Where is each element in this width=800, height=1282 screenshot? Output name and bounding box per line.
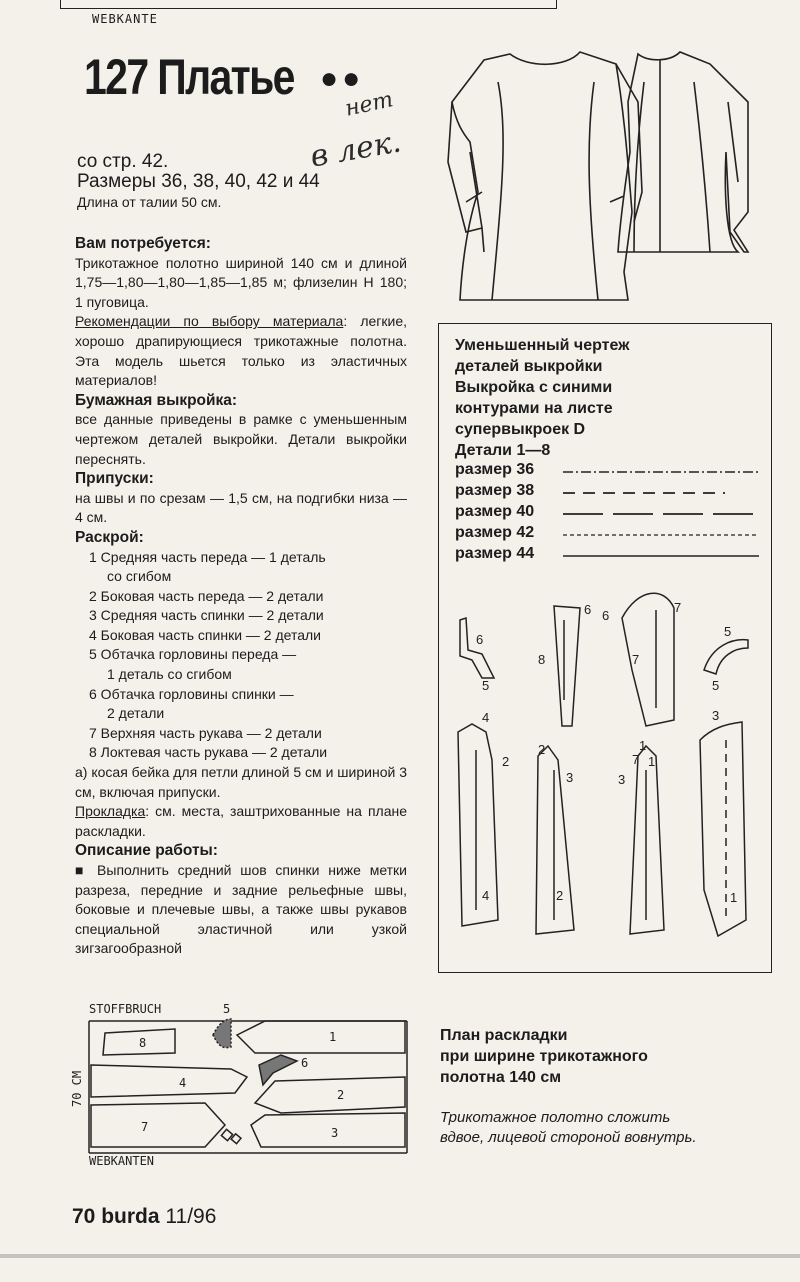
pattern-box-title-line: деталей выкройки <box>455 358 603 375</box>
layout-plan-title <box>440 1025 648 1088</box>
page-title: 127 Платье <box>84 49 294 105</box>
size-label: размер 38 <box>455 482 535 499</box>
cutting-item: 6 Обтачка горловины спинки — <box>89 685 294 702</box>
layout-piece-2 <box>255 1077 405 1113</box>
allowances-text: на швы и по срезам — 1,5 см, на подгибки низа — 4 см. <box>75 489 407 526</box>
piece-number: 5 <box>482 678 490 693</box>
width-label: 70 CM <box>70 1070 84 1107</box>
layout-title-line: при ширине трикотажного <box>440 1048 648 1065</box>
layout-title-line: План раскладки <box>440 1027 568 1044</box>
materials-text: Трикотажное полотно шириной 140 см и длиной 1,75—1,80—1,80—1,85—1,85 м; флизелин Н 180; 1 пуговица. <box>75 254 407 310</box>
piece-number: 6 <box>602 608 610 623</box>
interfacing-detail: : см. места, заштрихованные на плане раскладки. <box>75 803 407 839</box>
piece-number: 4 <box>482 888 490 903</box>
size-38-line <box>563 490 725 496</box>
instructions-column <box>75 234 407 959</box>
handwritten-note-1: нет <box>342 87 396 122</box>
recommendation-text: : легкие, хорошо драпирующиеся трикотажные полотна. Эта модель шьется только из эластичных материалов! <box>75 313 408 389</box>
cutting-item: со сгибом <box>107 568 172 585</box>
layout-note-line: вдвое, лицевой стороной вовнутрь. <box>440 1129 697 1146</box>
scan-edge-line <box>0 1254 800 1258</box>
page-footer <box>72 1205 216 1229</box>
cutting-item: 1 Средняя часть переда — 1 деталь <box>89 548 326 565</box>
piece-8 <box>538 602 591 726</box>
layout-piece-number: 7 <box>141 1120 149 1134</box>
piece-number: 7 <box>632 652 640 667</box>
piece-number: 7 <box>674 600 682 615</box>
work-text: ■ Выполнить средний шов спинки ниже метки разреза, передние и задние рельефные швы, боковые и плечевые швы, а также швы рукавов специальной эластичной или узкой зигзагообразной <box>75 862 407 957</box>
piece-1 <box>482 708 746 936</box>
difficulty-dots: ●● <box>320 62 365 95</box>
layout-piece-number: 2 <box>337 1088 345 1102</box>
piece-6-small <box>460 618 494 693</box>
cutting-item: 8 Локтевая часть рукава — 2 детали <box>89 744 328 761</box>
size-label: размер 40 <box>455 503 535 520</box>
layout-piece-number: 3 <box>331 1126 339 1140</box>
layout-piece-8 <box>103 1029 175 1055</box>
size-legend-row <box>455 524 775 544</box>
work-heading: Описание работы: <box>75 842 218 860</box>
layout-piece-number: 6 <box>301 1056 309 1070</box>
piece-number: 1 <box>639 738 647 753</box>
fold-label: STOFFBRUCH <box>89 1002 162 1016</box>
recommendation-label: Рекомендации по выбору материала <box>75 313 344 330</box>
layout-piece-5 <box>213 1002 231 1048</box>
piece-2 <box>618 738 664 934</box>
pattern-box-title <box>455 335 630 461</box>
size-label: размер 42 <box>455 524 535 541</box>
page-reference: со стр. 42. <box>77 151 169 172</box>
pattern-box-title-line: Выкройка с синими <box>455 379 613 396</box>
sizes-line: Размеры 36, 38, 40, 42 и 44 <box>77 171 320 192</box>
piece-number: 2 <box>502 754 510 769</box>
layout-piece-number: 5 <box>223 1002 231 1016</box>
piece-4 <box>536 742 574 934</box>
size-40-line <box>563 511 759 517</box>
piece-5-small <box>704 624 748 693</box>
dress-sketch <box>448 42 770 310</box>
selvedge-label: WEBKANTEN <box>89 1154 155 1168</box>
piece-number: 6 <box>584 602 592 617</box>
page-number: 70 <box>72 1205 96 1228</box>
piece-number: 3 <box>618 772 626 787</box>
layout-piece-number: 4 <box>179 1076 187 1090</box>
interfacing-text <box>75 802 407 841</box>
layout-note-line: Трикотажное полотно сложить <box>440 1109 671 1126</box>
material-recommendation <box>75 312 407 390</box>
piece-7 <box>602 593 681 726</box>
dress-front-illustration <box>448 52 642 300</box>
size-44-line <box>563 553 759 559</box>
interfacing-label: Прокладка <box>75 803 146 820</box>
pattern-box-title-line: супервыкроек D <box>455 421 586 438</box>
size-36-line <box>563 469 759 475</box>
cutting-item: 5 Обтачка горловины переда — <box>89 646 297 663</box>
piece-number: 6 <box>476 632 484 647</box>
selvedge-label-top: WEBKANTE <box>92 12 158 26</box>
size-legend-row <box>455 545 775 565</box>
cutting-item: 2 Боковая часть переда — 2 детали <box>89 587 324 604</box>
layout-piece-1 <box>237 1021 405 1053</box>
piece-number: 3 <box>566 770 574 785</box>
size-legend-row <box>455 503 775 523</box>
piece-number: 8 <box>538 652 546 667</box>
size-legend-row <box>455 461 775 481</box>
cutting-layout-plan <box>70 995 420 1175</box>
cutting-item: 3 Средняя часть спинки — 2 детали <box>89 607 324 624</box>
dress-back-illustration <box>618 52 748 252</box>
piece-number: 5 <box>724 624 732 639</box>
size-legend-row <box>455 482 775 502</box>
cutting-item: 2 детали <box>107 705 165 722</box>
handwritten-note-2: в лек. <box>307 124 404 175</box>
piece-number: 5 <box>712 678 720 693</box>
pattern-box-title-line: контурами на листе <box>455 400 613 417</box>
piece-number: 4 <box>482 710 490 725</box>
size-label: размер 44 <box>455 545 535 562</box>
pattern-pieces-drawing <box>442 590 768 966</box>
paper-pattern-heading: Бумажная выкройка: <box>75 391 238 409</box>
piece-number: 2 <box>538 742 546 757</box>
layout-plan-note <box>440 1108 697 1148</box>
magazine-brand: burda <box>101 1205 160 1228</box>
bias-binding-text: а) косая бейка для петли длиной 5 см и шириной 3 см, включая припуски. <box>75 764 407 800</box>
paper-pattern-text: все данные приведены в рамке с уменьшенным чертежом деталей выкройки. Детали выкройки переснять. <box>75 411 407 467</box>
size-42-line <box>563 532 759 538</box>
cutting-item: 1 деталь со сгибом <box>107 666 232 683</box>
top-selvedge-box <box>60 0 557 9</box>
cutting-heading: Раскрой: <box>75 528 144 546</box>
allowances-heading: Припуски: <box>75 470 154 488</box>
size-label: размер 36 <box>455 461 535 478</box>
magazine-issue: 11/96 <box>165 1205 217 1228</box>
layout-piece-4 <box>91 1065 247 1097</box>
layout-piece-number: 1 <box>329 1030 337 1044</box>
pattern-box-title-line: Уменьшенный чертеж <box>455 337 630 354</box>
piece-number: 7 <box>632 752 640 767</box>
piece-number: 3 <box>712 708 720 723</box>
layout-title-line: полотна 140 см <box>440 1069 562 1086</box>
cutting-item: 7 Верхняя часть рукава — 2 детали <box>89 724 322 741</box>
layout-piece-number: 8 <box>139 1036 147 1050</box>
materials-heading: Вам потребуется: <box>75 235 211 252</box>
length-line: Длина от талии 50 см. <box>77 194 222 210</box>
piece-number: 1 <box>730 890 738 905</box>
cutting-item: 4 Боковая часть спинки — 2 детали <box>89 626 321 643</box>
pattern-box-title-line: Детали 1—8 <box>455 442 551 459</box>
piece-number: 2 <box>556 888 564 903</box>
piece-number: 1 <box>648 754 656 769</box>
layout-piece-7 <box>91 1103 225 1147</box>
layout-piece-3 <box>251 1113 405 1147</box>
